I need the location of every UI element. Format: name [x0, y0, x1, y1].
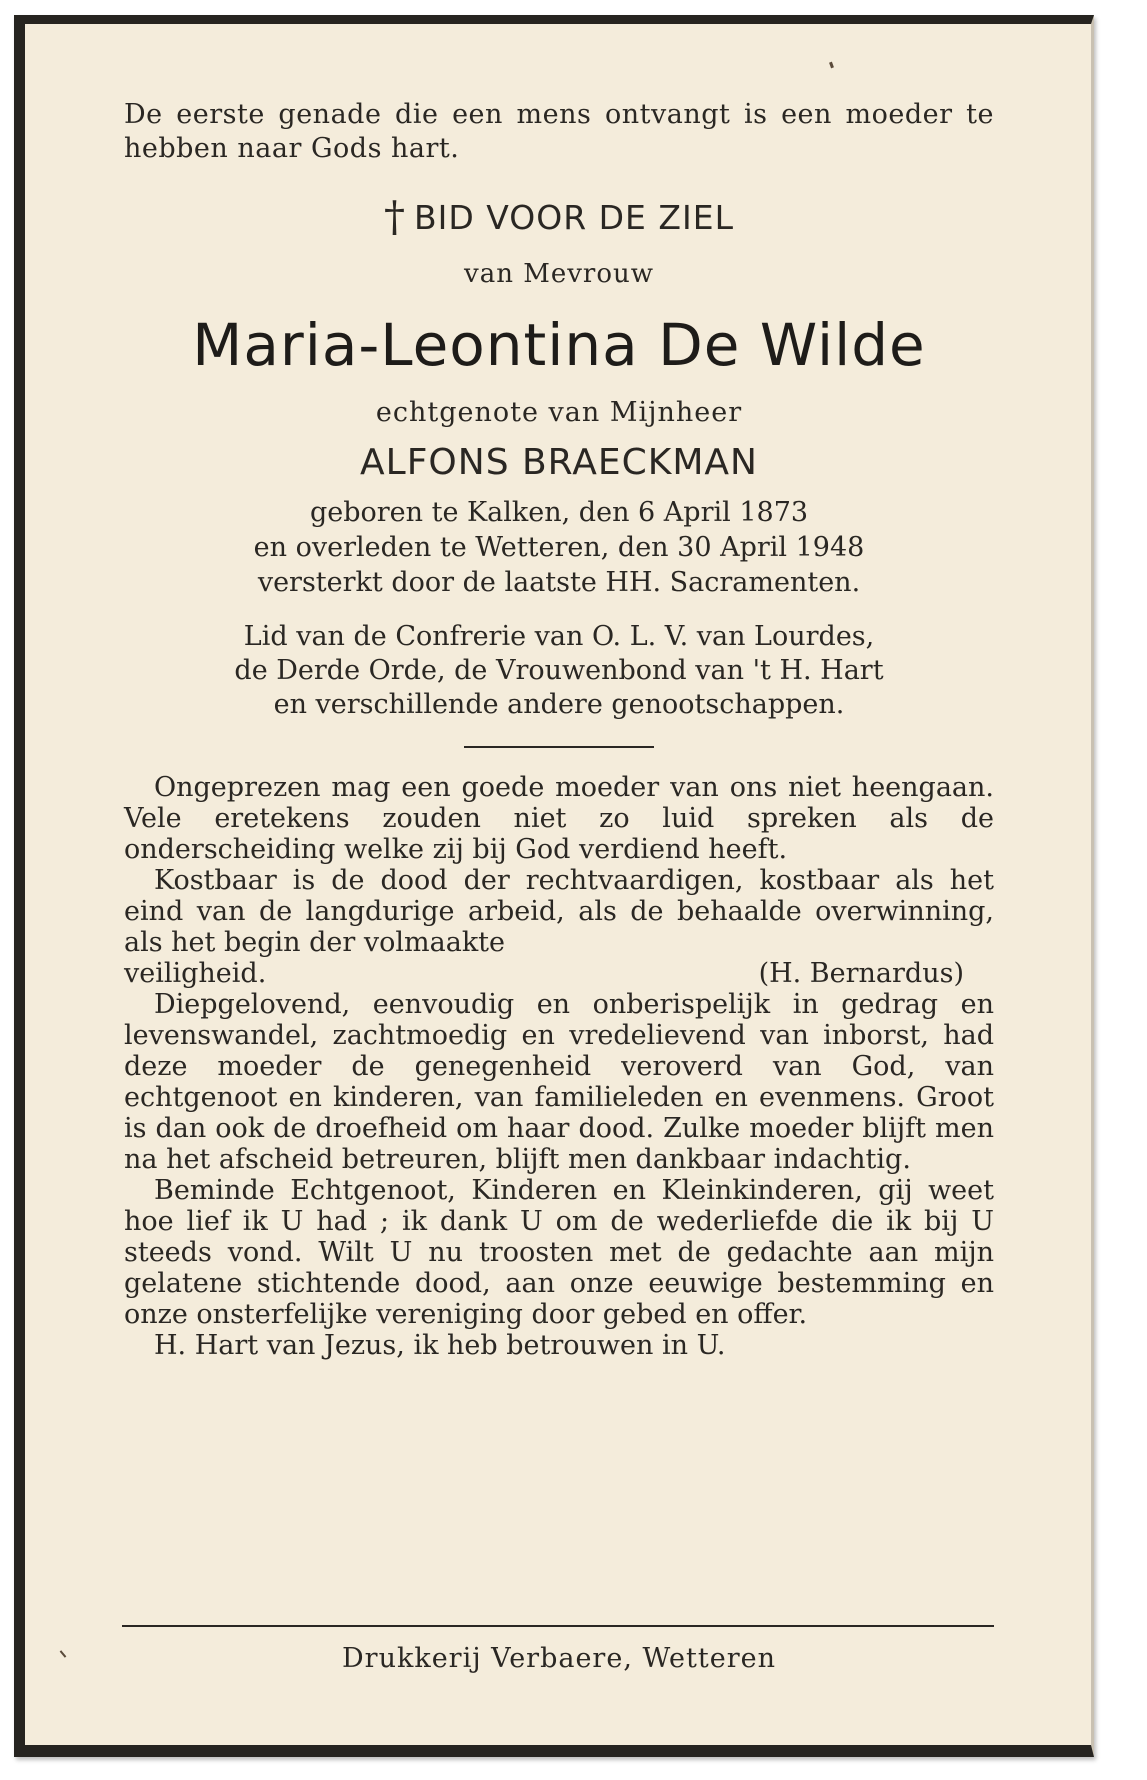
spouse-label: echtgenote van Mijnheer	[375, 397, 743, 428]
membership	[124, 620, 994, 722]
deceased-name: Maria-Leontina De Wilde	[192, 311, 926, 379]
quote-attribution-line	[124, 958, 994, 989]
footer-divider	[122, 1625, 994, 1627]
card-content	[124, 98, 994, 1361]
divider	[464, 746, 654, 748]
membership-line: en verschillende andere genootschappen.	[273, 689, 845, 720]
printer-credit: Drukkerij Verbaere, Wetteren	[342, 1643, 776, 1674]
spouse-name: ALFONS BRAECKMAN	[360, 442, 758, 483]
paragraph: Ongeprezen mag een goede moeder van ons niet heengaan. Vele eretekens zouden niet zo luid spreken als de onderscheiding welke zij bij God verdiend heeft.	[124, 772, 994, 865]
closing-prayer: H. Hart van Jezus, ik heb betrouwen in U.	[154, 1330, 726, 1361]
paragraph: Kostbaar is de dood der rechtvaardigen, kostbaar als het eind van de langdurige arbeid, als de behaalde overwinning, als het begin der volmaakte	[124, 865, 994, 958]
salutation: van Mevrouw	[464, 259, 654, 289]
prayer-heading-text: BID VOOR DE ZIEL	[414, 198, 734, 237]
prayer-heading	[124, 192, 994, 241]
life-dates	[124, 495, 994, 600]
paragraph: Beminde Echtgenoot, Kinderen en Kleinkinderen, gij weet hoe lief ik U had ; ik dank U om de wederliefde die ik bij U steeds vond. Wilt U nu troosten met de gedachte aan mijn gelatene stichtende dood, aan onze eeuwige bestemming en onze onsterfelijke vereniging door gebed en offer.	[124, 1175, 994, 1330]
eulogy	[124, 772, 994, 1361]
death-line: en overleden te Wetteren, den 30 April 1948	[253, 532, 865, 563]
paragraph: Diepgelovend, eenvoudig en onberispelijk in gedrag en levenswandel, zachtmoedig en vredelievend van inborst, had deze moeder de genegenheid veroverd van God, van echtgenoot en kinderen, van familieleden en evenmens. Groot is dan ook de droefheid om haar dood. Zulke moeder blijft men na het afscheid betreuren, blijft men dankbaar indachtig.	[124, 989, 994, 1175]
sacraments-line: versterkt door de laatste HH. Sacramenten.	[257, 567, 861, 598]
birth-line: geboren te Kalken, den 6 April 1873	[309, 497, 809, 528]
membership-line: de Derde Orde, de Vrouwenbond van 't H. Hart	[234, 655, 884, 686]
epigraph: De eerste genade die een mens ontvangt is een moeder te hebben naar Gods hart.	[124, 99, 994, 164]
cross-icon: †	[384, 192, 407, 241]
membership-line: Lid van de Confrerie van O. L. V. van Lourdes,	[243, 621, 875, 652]
paragraph-end: veiligheid.	[124, 958, 267, 989]
quote-attribution: (H. Bernardus)	[758, 958, 964, 989]
